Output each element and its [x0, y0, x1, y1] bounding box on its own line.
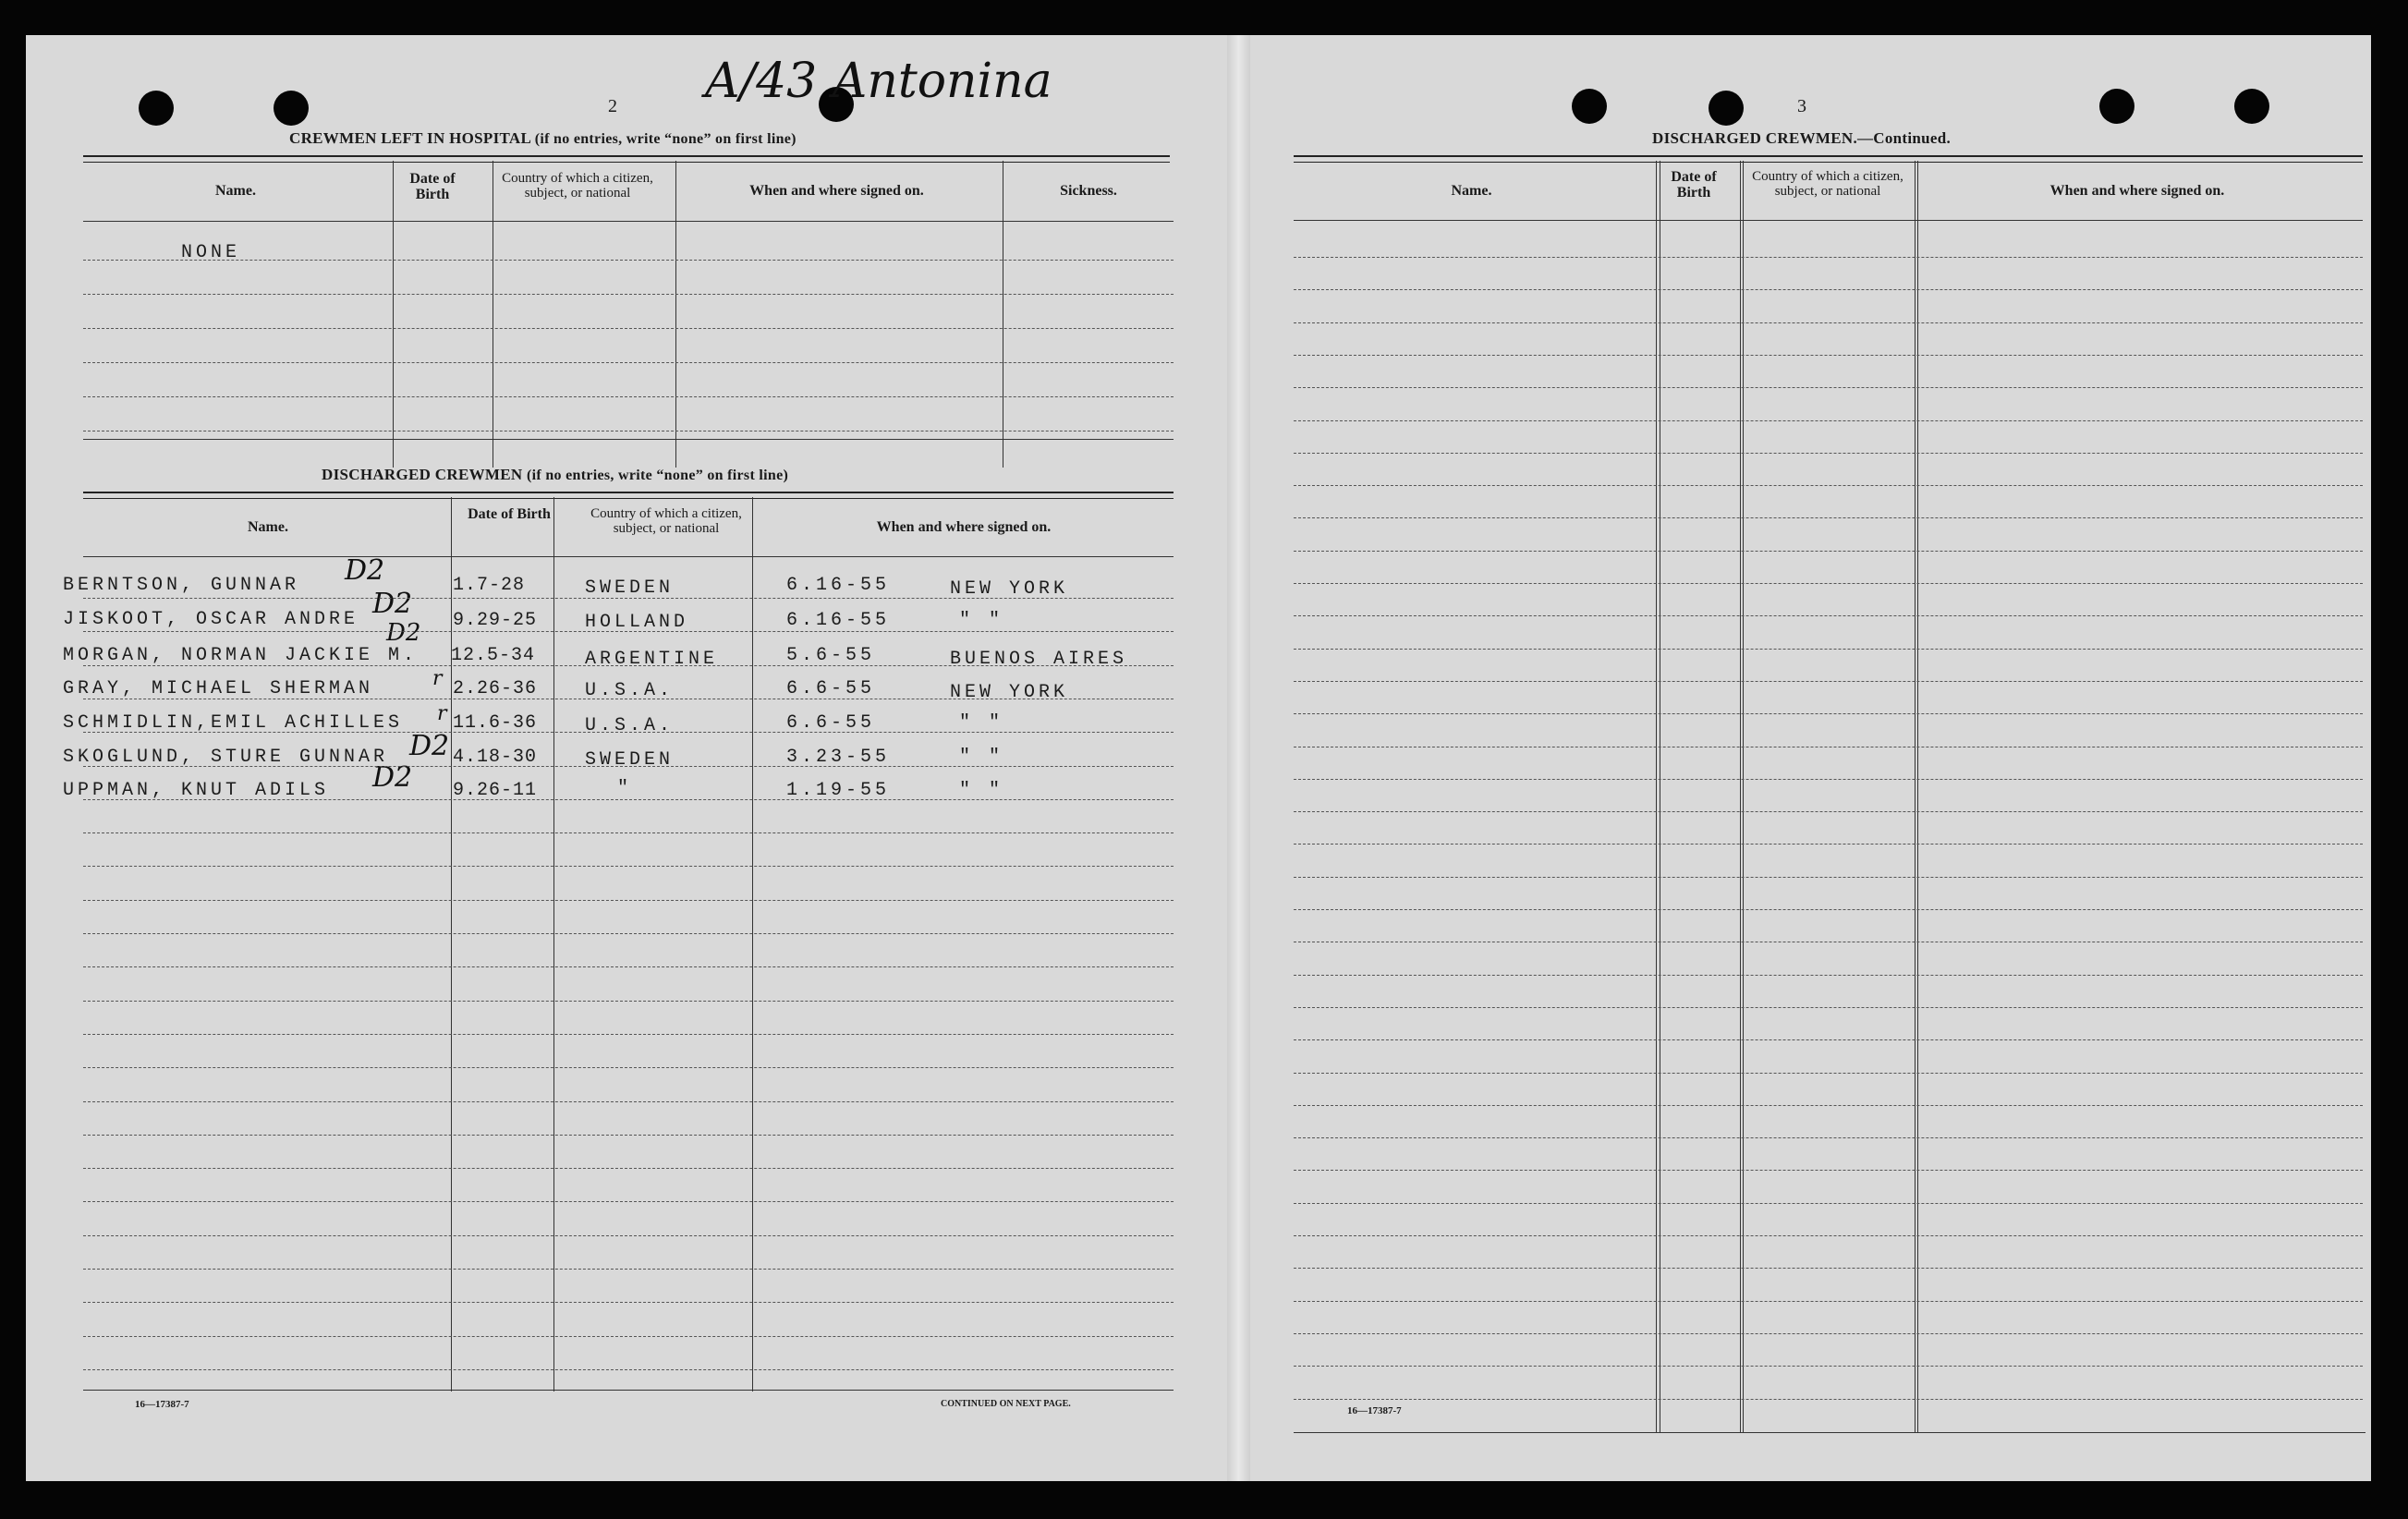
hospital-section-title: CREWMEN LEFT IN HOSPITAL (if no entries, write “none” on first line) — [289, 129, 797, 147]
column-rule — [1743, 161, 1744, 1432]
crew-name: GRAY, MICHAEL SHERMAN — [63, 678, 374, 699]
entry-line — [1294, 1039, 2363, 1040]
handwritten-vessel-name: A/43 Antonina — [705, 54, 1052, 109]
crew-country: SWEDEN — [585, 749, 675, 771]
entry-line — [1294, 583, 2363, 584]
section-bottom-rule — [1294, 1432, 2365, 1433]
entry-line — [83, 900, 1174, 901]
entry-line — [1294, 713, 2363, 714]
punch-hole — [139, 91, 174, 126]
form-number: 16—17387-7 — [135, 1399, 189, 1410]
crew-dob: 12.5-34 — [451, 645, 536, 666]
crew-name: JISKOOT, OSCAR ANDRE — [63, 609, 359, 630]
col-header-country: Country of which a citizen, subject, or national — [502, 171, 653, 201]
entry-line — [83, 732, 1174, 733]
signed-date: 5.6-55 — [786, 645, 876, 666]
entry-line — [1294, 1073, 2363, 1074]
handwritten-mark: r — [432, 667, 443, 690]
handwritten-mark: D2 — [372, 588, 413, 620]
entry-line — [83, 1101, 1174, 1102]
entry-line — [1294, 551, 2363, 552]
signed-place: NEW YORK — [950, 578, 1069, 600]
col-header-sickness: Sickness. — [1060, 183, 1117, 199]
right-page — [1250, 35, 2371, 1481]
discharged-section-title: DISCHARGED CREWMEN (if no entries, write “none” on first line) — [322, 466, 789, 483]
column-rule — [1740, 161, 1741, 1432]
page-number: 2 — [608, 96, 617, 116]
microfilm-sheet — [26, 35, 2371, 1481]
page-number: 3 — [1797, 96, 1806, 116]
entry-line — [83, 631, 1174, 632]
col-header-dob: Date of Birth — [468, 506, 551, 522]
signed-place: " " — [959, 747, 1004, 768]
entry-line — [83, 866, 1174, 867]
crew-name: SKOGLUND, STURE GUNNAR — [63, 747, 389, 768]
entry-line — [83, 933, 1174, 934]
entry-line — [1294, 779, 2363, 780]
entry-line — [83, 260, 1174, 261]
handwritten-mark: D2 — [386, 619, 421, 647]
col-header-signed: When and where signed on. — [876, 519, 1052, 535]
col-header-dob: Date of Birth — [1671, 169, 1717, 201]
entry-line — [83, 1034, 1174, 1035]
handwritten-mark: D2 — [345, 554, 385, 587]
crew-dob: 1.7-28 — [453, 575, 526, 596]
handwritten-mark: r — [437, 702, 447, 725]
signed-place: " " — [959, 780, 1004, 801]
signed-date: 1.19-55 — [786, 780, 891, 801]
signed-date: 6.6-55 — [786, 712, 876, 734]
entry-line — [83, 832, 1174, 833]
crew-name: SCHMIDLIN,EMIL ACHILLES — [63, 712, 404, 734]
col-header-name: Name. — [248, 519, 288, 535]
column-rule — [675, 161, 676, 468]
entry-line — [1294, 1170, 2363, 1171]
entry-line — [1294, 1007, 2363, 1008]
col-header-signed: When and where signed on. — [2049, 183, 2225, 199]
signed-date: 3.23-55 — [786, 747, 891, 768]
entry-line — [1294, 1105, 2363, 1106]
hospital-entry: NONE — [181, 242, 241, 263]
crew-dob: 9.29-25 — [453, 610, 538, 631]
header-rule — [83, 155, 1170, 163]
entry-line — [1294, 1203, 2363, 1204]
entry-line — [83, 1067, 1174, 1068]
column-rule — [1917, 161, 1918, 1432]
left-page — [26, 35, 1227, 1481]
header-rule — [1294, 155, 2363, 163]
punch-hole — [274, 91, 309, 126]
entry-line — [83, 1001, 1174, 1002]
section-bottom-rule — [83, 1390, 1174, 1391]
col-header-dob: Date of Birth — [409, 171, 456, 202]
entry-line — [83, 966, 1174, 967]
col-header-signed: When and where signed on. — [749, 183, 924, 199]
entry-line — [1294, 1366, 2363, 1367]
entry-line — [1294, 844, 2363, 845]
entry-line — [83, 1201, 1174, 1202]
crew-country: HOLLAND — [585, 612, 689, 633]
crew-name: BERNTSON, GUNNAR — [63, 575, 300, 596]
entry-line — [83, 1235, 1174, 1236]
crew-country: SWEDEN — [585, 577, 675, 599]
header-bottom-rule — [83, 556, 1174, 557]
entry-line — [1294, 1235, 2363, 1236]
entry-line — [1294, 1399, 2363, 1400]
entry-line — [1294, 257, 2363, 258]
signed-place: BUENOS AIRES — [950, 649, 1128, 670]
entry-line — [83, 766, 1174, 767]
page-fold — [1227, 35, 1250, 1481]
header-bottom-rule — [1294, 220, 2363, 221]
signed-date: 6.16-55 — [786, 610, 891, 631]
entry-line — [1294, 453, 2363, 454]
crew-name: UPPMAN, KNUT ADILS — [63, 780, 330, 801]
entry-line — [1294, 517, 2363, 518]
punch-hole — [1572, 89, 1607, 124]
entry-line — [1294, 387, 2363, 388]
entry-line — [83, 1269, 1174, 1270]
entry-line — [83, 1336, 1174, 1337]
signed-place: " " — [959, 610, 1004, 631]
entry-line — [1294, 1333, 2363, 1334]
entry-line — [83, 598, 1174, 599]
entry-line — [83, 1168, 1174, 1169]
section-bottom-rule — [83, 439, 1174, 440]
entry-line — [83, 665, 1174, 666]
crew-country: ARGENTINE — [585, 649, 719, 670]
crew-dob: 2.26-36 — [453, 678, 538, 699]
header-rule — [83, 492, 1174, 499]
entry-line — [83, 799, 1174, 800]
page-title: DISCHARGED CREWMEN.—Continued. — [1652, 129, 1952, 147]
entry-line — [1294, 877, 2363, 878]
col-header-country: Country of which a citizen, subject, or national — [1752, 169, 1903, 199]
crew-dob: 9.26-11 — [453, 780, 538, 801]
entry-line — [1294, 1268, 2363, 1269]
entry-line — [1294, 1301, 2363, 1302]
signed-date: 6.6-55 — [786, 678, 876, 699]
entry-line — [1294, 615, 2363, 616]
signed-place: NEW YORK — [950, 682, 1069, 703]
col-header-country: Country of which a citizen, subject, or national — [590, 506, 742, 536]
entry-line — [83, 1302, 1174, 1303]
col-header-name: Name. — [215, 183, 256, 199]
crew-dob: 4.18-30 — [453, 747, 538, 768]
entry-line — [83, 362, 1174, 363]
crew-country: U.S.A. — [585, 715, 675, 736]
form-number: 16—17387-7 — [1347, 1405, 1402, 1416]
handwritten-mark: D2 — [409, 730, 450, 762]
crew-country: " — [617, 778, 633, 799]
entry-line — [1294, 975, 2363, 976]
entry-line — [1294, 485, 2363, 486]
entry-line — [83, 1369, 1174, 1370]
entry-line — [83, 1135, 1174, 1136]
col-header-name: Name. — [1451, 183, 1492, 199]
punch-hole — [2099, 89, 2134, 124]
entry-line — [1294, 355, 2363, 356]
entry-line — [1294, 420, 2363, 421]
header-bottom-rule — [83, 221, 1174, 222]
entry-line — [1294, 1137, 2363, 1138]
crew-dob: 11.6-36 — [453, 712, 538, 734]
signed-date: 6.16-55 — [786, 575, 891, 596]
crew-country: U.S.A. — [585, 680, 675, 701]
punch-hole — [1709, 91, 1744, 126]
entry-line — [83, 328, 1174, 329]
signed-place: " " — [959, 712, 1004, 734]
entry-line — [1294, 681, 2363, 682]
continued-note: CONTINUED ON NEXT PAGE. — [941, 1399, 1071, 1409]
column-rule — [1656, 161, 1657, 1432]
crew-name: MORGAN, NORMAN JACKIE M. — [63, 645, 419, 666]
handwritten-mark: D2 — [372, 761, 413, 794]
entry-line — [1294, 649, 2363, 650]
punch-hole — [2234, 89, 2269, 124]
entry-line — [1294, 811, 2363, 812]
entry-line — [83, 294, 1174, 295]
entry-line — [1294, 322, 2363, 323]
column-rule — [393, 161, 394, 468]
entry-line — [1294, 289, 2363, 290]
entry-line — [83, 396, 1174, 397]
entry-line — [1294, 909, 2363, 910]
